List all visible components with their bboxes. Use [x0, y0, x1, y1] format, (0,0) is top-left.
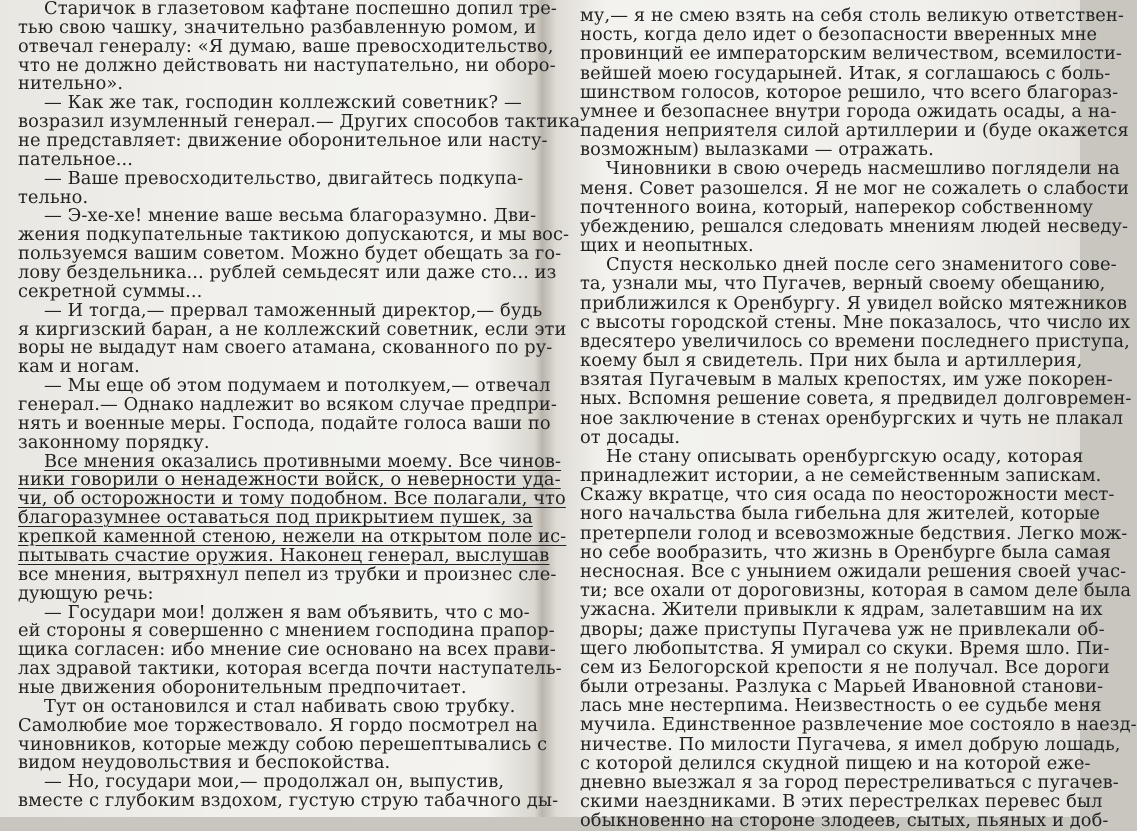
text-line: с высоты городской стены. Мне показалось, что число их [580, 311, 1131, 333]
text-line: умнее и безопаснее внутри города ожидать осады, а на- [580, 100, 1117, 122]
text-line: воры не выдадут нам своего атамана, скованного по ру- [18, 337, 553, 359]
text-line: Все мнения оказались противными моему. Все чинов- [44, 450, 562, 472]
text-line: пользуемся вашим советом. Можно будет обещать за го- [18, 243, 562, 265]
text-line: обыкновенно на стороне злодеев, сытых, пьяных и доб- [580, 810, 1109, 831]
text-line: лах здравой тактики, которая всегда почти наступатель- [18, 658, 562, 680]
text-line: тельно. [18, 186, 89, 208]
text-line: — Э-хе-хе! мнение ваше весьма благоразумно. Дви- [44, 205, 537, 227]
text-line: крепкой каменной стеною, нежели на открытом поле ис- [18, 526, 567, 548]
text-line: Тут он остановился и стал набивать свою трубку. [44, 695, 516, 717]
text-line: видом неудовольствия и беспокойства. [18, 752, 391, 774]
right-page [580, 0, 1137, 831]
text-line: меня. Совет разошелся. Я не мог не сожалеть о слабости [580, 177, 1130, 199]
text-line: Скажу вкратце, что сия осада по неосторожности мест- [580, 484, 1115, 506]
text-line: дневно выезжал я за город перестреливаться с пугачев- [580, 771, 1119, 793]
text-line: от досады. [580, 426, 681, 448]
text-line: приближился к Оренбургу. Я увидел войско мятежников [580, 292, 1128, 314]
left-page [18, 0, 581, 817]
text-line: — И тогда,— прервал таможенный директор,— будь [44, 299, 543, 321]
text-line: я киргизский баран, а не коллежский советник, если эти [18, 318, 567, 340]
text-line: принадлежит истории, а не семейственным запискам. [580, 465, 1102, 487]
text-line: генерал.— Однако надлежит во всяком случае предпри- [18, 394, 557, 416]
text-line: вместе с глубоким вздохом, густую струю табачного ды- [18, 790, 559, 812]
text-line: отвечал генералу: «Я думаю, ваше превосходительство, [18, 35, 554, 57]
text-line: дующую речь: [18, 582, 154, 604]
text-line: ное заключение в стенах оренбургских и чуть не плакал [580, 407, 1124, 429]
text-line: были отрезаны. Разлука с Марьей Ивановной станови- [580, 676, 1104, 698]
text-line: несносная. Все с унынием ожидали решения своей учас- [580, 560, 1127, 582]
text-line: почтенного воина, который, наперекор собственному [580, 196, 1094, 218]
text-line: Спустя несколько дней после сего знаменитого сове- [606, 254, 1117, 276]
text-line: падения неприятеля силой артиллерии и (буде окажется [580, 120, 1129, 142]
text-line: взятая Пугачевым в малых крепостях, им уже покорен- [580, 369, 1113, 391]
text-line: с которой делился скудной пищею и на которой еже- [580, 752, 1091, 774]
text-line: ужасна. Жители привыкли к ядрам, залетавшим на их [580, 599, 1103, 621]
text-line: — Мы еще об этом подумаем и потолкуем,— отвечал [44, 375, 551, 397]
text-line: убеждению, решался следовать мнениям людей несведу- [580, 215, 1129, 237]
text-line: кам и ногам. [18, 356, 140, 378]
text-line: сем из Белогорской крепости я не получал. Все дороги [580, 656, 1110, 678]
text-line: щика согласен: ибо мнение сие основано на всех прави- [18, 639, 556, 661]
text-line: претерпели голод и всевозможные бедствия. Легко мож- [580, 522, 1128, 544]
text-line: ти; все охали от дороговизны, которая в самом деле была [580, 580, 1132, 602]
text-line: нительно». [18, 73, 124, 95]
text-line: ей стороны я совершенно с мнением господина прапор- [18, 620, 555, 642]
text-line: — Как же так, господин коллежский советник? — [44, 92, 522, 114]
text-line: скими наездниками. В этих перестрелках перевес был [580, 791, 1103, 813]
text-line: вейшей моею государыней. Итак, я соглашаюсь с боль- [580, 62, 1111, 84]
text-line: возразил изумленный генерал.— Других способов тактика [18, 111, 581, 133]
text-line: все мнения, вытряхнул пепел из трубки и произнес сле- [18, 563, 557, 585]
text-line: чиновников, которые между собою перешептывались с [18, 733, 548, 755]
text-line: шинством голосов, которое решило, что всего благораз- [580, 81, 1119, 103]
text-line: — Государи мои! должен я вам объявить, что с мо- [44, 601, 530, 623]
text-line: коему был я свидетель. При них была и артиллерия, [580, 350, 1083, 372]
text-line: ничестве. По милости Пугачева, я имел добрую лошадь, [580, 733, 1121, 755]
text-line: Не стану описывать оренбургскую осаду, которая [606, 445, 1084, 467]
text-line: пытывать счастие оружия. Наконец генерал, выслушав [18, 544, 550, 566]
text-line: му,— я не смею взять на себя столь великую ответствен- [580, 5, 1124, 26]
text-line: щего любопытства. Я умирал со скуки. Время шло. Пи- [580, 637, 1110, 659]
text-line: благоразумнее оставаться под прикрытием пушек, за [18, 507, 533, 529]
text-line: нять и военные меры. Господа, подайте голоса ваши по [18, 412, 551, 434]
text-line: ные движения оборонительным предпочитает. [18, 676, 467, 698]
text-line: ного начальства была гибельна для жителей, которые [580, 503, 1101, 525]
text-line: не представляет: движение оборонительное или насту- [18, 130, 548, 152]
text-line: жения подкупательные тактикою допускаются, и мы вос- [18, 224, 570, 246]
text-line: чи, об осторожности и тому подобном. Все полагали, что [18, 488, 566, 510]
text-line: ных. Вспомня решение совета, я предвидел долговремен- [580, 388, 1132, 410]
text-line: возможным) вылазками — отражать. [580, 139, 934, 161]
text-line: щих и неопытных. [580, 235, 754, 257]
text-line: вдесятеро увеличилось со времени последнего приступа, [580, 330, 1130, 352]
text-line: дворы; даже приступы Пугачева уж не привлекали об- [580, 618, 1105, 640]
text-line: лову бездельника... рублей семьдесят или даже сто... из [18, 262, 557, 284]
text-line: — Ваше превосходительство, двигайтесь подкупа- [44, 167, 524, 189]
text-line: Старичок в глазетовом кафтане поспешно допил тре- [44, 0, 558, 19]
text-line: тью свою чашку, значительно разбавленную ромом, и [18, 16, 537, 38]
text-line: Чиновники в свою очередь насмешливо поглядели на [606, 158, 1120, 180]
text-line: ники говорили о ненадежности войск, о неверности уда- [18, 469, 561, 491]
text-line: мучила. Единственное развлечение мое состояло в наезд- [580, 714, 1137, 736]
text-line: Самолюбие мое торжествовало. Я гордо посмотрел на [18, 714, 539, 736]
text-line: но себе вообразить, что жизнь в Оренбурге была самая [580, 541, 1111, 563]
text-line: законному порядку. [18, 431, 210, 453]
text-line: — Но, государи мои,— продолжал он, выпустив, [44, 771, 505, 793]
text-line: пательное... [18, 148, 134, 170]
text-line: ность, когда дело идет о безопасности вверенных мне [580, 24, 1098, 46]
text-line: та, узнали мы, что Пугачев, верный своему обещанию, [580, 273, 1106, 295]
text-line: что не должно действовать ни наступательно, ни оборо- [18, 54, 556, 76]
text-line: лась мне нестерпима. Неизвестность о ее судьбе меня [580, 695, 1102, 717]
text-line: провинций ее императорским величеством, всемилости- [580, 43, 1123, 65]
text-line: секретной суммы... [18, 280, 203, 302]
